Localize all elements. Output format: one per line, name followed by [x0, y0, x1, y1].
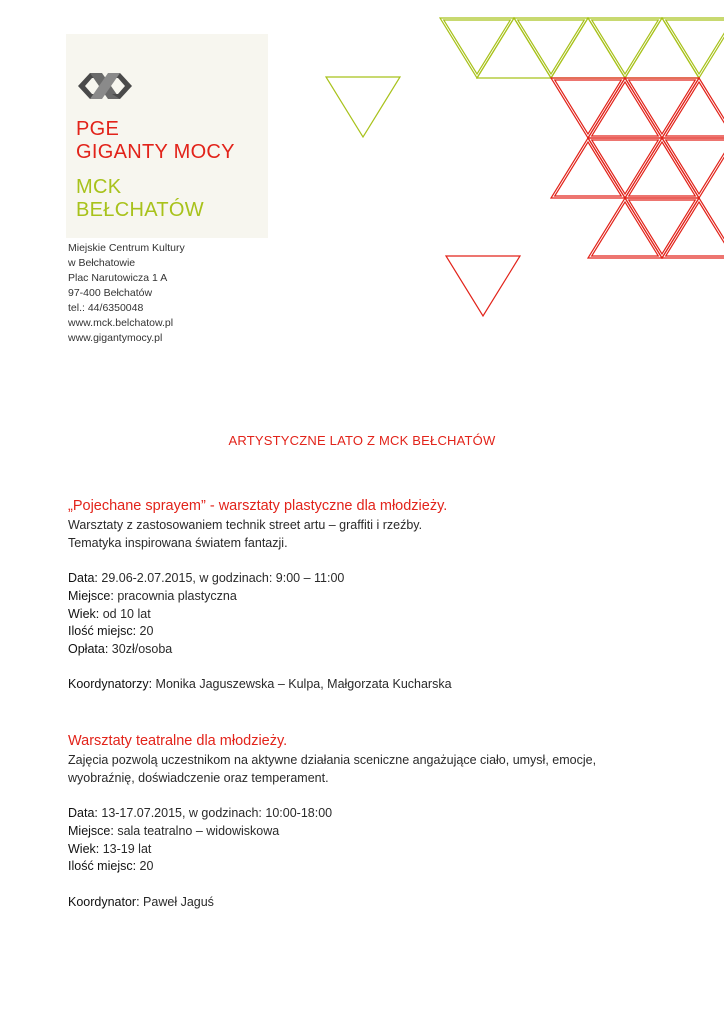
- address-line: 97-400 Bełchatów: [68, 287, 153, 299]
- seats-row: [68, 858, 668, 876]
- date-value: 29.06-2.07.2015, w godzinach: 9:00 – 11:00: [97, 571, 345, 586]
- logo-mck-text: [76, 176, 204, 222]
- date-label: Data:: [68, 571, 98, 586]
- logo-line-pge: PGE: [76, 118, 120, 140]
- coordinator-row: [68, 894, 668, 912]
- pge-infinity-mark-icon: [76, 70, 134, 102]
- age-row: [68, 841, 668, 859]
- section-description: Zajęcia pozwolą uczestnikom na aktywne działania sceniczne angażujące ciało, umysł, emocje,: [68, 753, 597, 767]
- age-value: 13-19 lat: [99, 841, 152, 856]
- workshop-section-graffiti: [68, 496, 668, 694]
- place-row: [68, 823, 668, 841]
- logo-line-belchatow: BEŁCHATÓW: [76, 199, 204, 221]
- seats-value: 20: [136, 624, 154, 639]
- address-block: [68, 241, 185, 346]
- coordinator-label: Koordynatorzy:: [68, 677, 153, 692]
- workshop-section-theatre: [68, 731, 668, 911]
- seats-value: 20: [136, 859, 154, 874]
- place-label: Miejsce:: [68, 823, 114, 838]
- date-row: [68, 570, 668, 588]
- date-row: [68, 805, 668, 823]
- age-label: Wiek:: [68, 606, 100, 621]
- section-description: Warsztaty z zastosowaniem technik street artu – graffiti i rzeźby.: [68, 518, 423, 532]
- place-value: sala teatralno – widowiskowa: [113, 823, 280, 838]
- fee-row: [68, 641, 668, 659]
- age-row: [68, 606, 668, 624]
- coordinator-value: Monika Jaguszewska – Kulpa, Małgorzata Kucharska: [152, 677, 452, 692]
- age-label: Wiek:: [68, 841, 100, 856]
- page-title: ARTYSTYCZNE LATO Z MCK BEŁCHATÓW: [228, 433, 496, 448]
- address-line: Plac Narutowicza 1 A: [68, 272, 168, 284]
- section-description: wyobraźnię, doświadczenie oraz temperament.: [68, 770, 329, 785]
- section-title: Warsztaty teatralne dla młodzieży.: [68, 733, 288, 749]
- seats-label: Ilość miejsc:: [68, 624, 137, 639]
- address-website-link[interactable]: www.gigantymocy.pl: [68, 332, 163, 344]
- address-line: w Bełchatowie: [68, 257, 136, 269]
- fee-value: 30zł/osoba: [108, 641, 173, 656]
- place-row: [68, 588, 668, 606]
- date-label: Data:: [68, 806, 98, 821]
- logo-line-mck: MCK: [76, 176, 122, 198]
- address-line: Miejskie Centrum Kultury: [68, 242, 185, 254]
- address-website-link[interactable]: www.mck.belchatow.pl: [68, 317, 174, 329]
- logo-line-giganty: GIGANTY MOCY: [76, 141, 235, 163]
- coordinator-label: Koordynator:: [68, 894, 140, 909]
- section-description: Tematyka inspirowana światem fantazji.: [68, 535, 288, 550]
- coordinator-value: Paweł Jaguś: [139, 894, 214, 909]
- place-value: pracownia plastyczna: [113, 588, 237, 603]
- date-value: 13-17.07.2015, w godzinach: 10:00-18:00: [97, 806, 333, 821]
- fee-label: Opłata:: [68, 641, 109, 656]
- logo-pge-text: [76, 118, 235, 164]
- seats-label: Ilość miejsc:: [68, 859, 137, 874]
- section-title: „Pojechane sprayem” - warsztaty plastyczne dla młodzieży.: [68, 498, 448, 514]
- place-label: Miejsce:: [68, 588, 114, 603]
- coordinator-row: [68, 676, 668, 694]
- age-value: od 10 lat: [99, 606, 151, 621]
- seats-row: [68, 623, 668, 641]
- address-phone: tel.: 44/6350048: [68, 302, 144, 314]
